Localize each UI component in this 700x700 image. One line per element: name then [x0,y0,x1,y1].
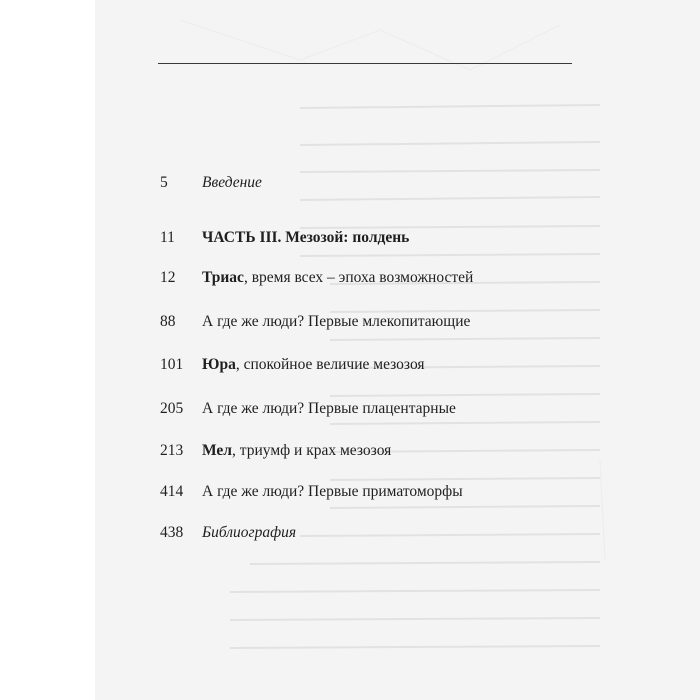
toc-entry [160,439,580,463]
toc-entry [160,310,580,334]
toc-entry [160,353,580,377]
toc-entry [160,266,580,290]
toc-title [202,439,391,463]
toc-title: Библиография [202,524,297,541]
toc-entry [160,171,580,195]
toc-title-lead: Юра [202,356,236,373]
toc-page-number: 213 [160,442,184,459]
toc-entry [160,397,580,421]
toc-entry [160,521,580,545]
toc-title: А где же люди? Первые плацентарные [202,400,456,417]
toc-page-number: 101 [160,356,184,373]
toc-title: А где же люди? Первые приматоморфы [202,483,463,500]
toc-entry [160,480,580,504]
toc-page-number: 11 [160,229,175,246]
toc-title-rest: , спокойное величие мезозоя [235,356,425,373]
toc-page-number: 88 [160,313,176,330]
toc-title-lead: Мел [202,442,233,459]
toc-page-number: 5 [160,174,168,191]
toc-title: А где же люди? Первые млекопитающие [202,313,471,330]
toc-page-number: 414 [160,483,184,500]
toc-page-number: 205 [160,400,184,417]
toc-page-number: 438 [160,524,184,541]
toc-page-number: 12 [160,269,176,286]
toc-title [202,353,425,377]
toc-title [202,266,473,290]
toc-title-lead: Триас [202,269,244,286]
toc-title-rest: , триумф и крах мезозоя [232,442,392,459]
toc-title: ЧАСТЬ III. Мезозой: полдень [202,229,410,246]
toc-entry [160,226,580,250]
toc-title-rest: , время всех – эпоха возможностей [243,269,474,286]
toc-title: Введение [202,174,262,191]
